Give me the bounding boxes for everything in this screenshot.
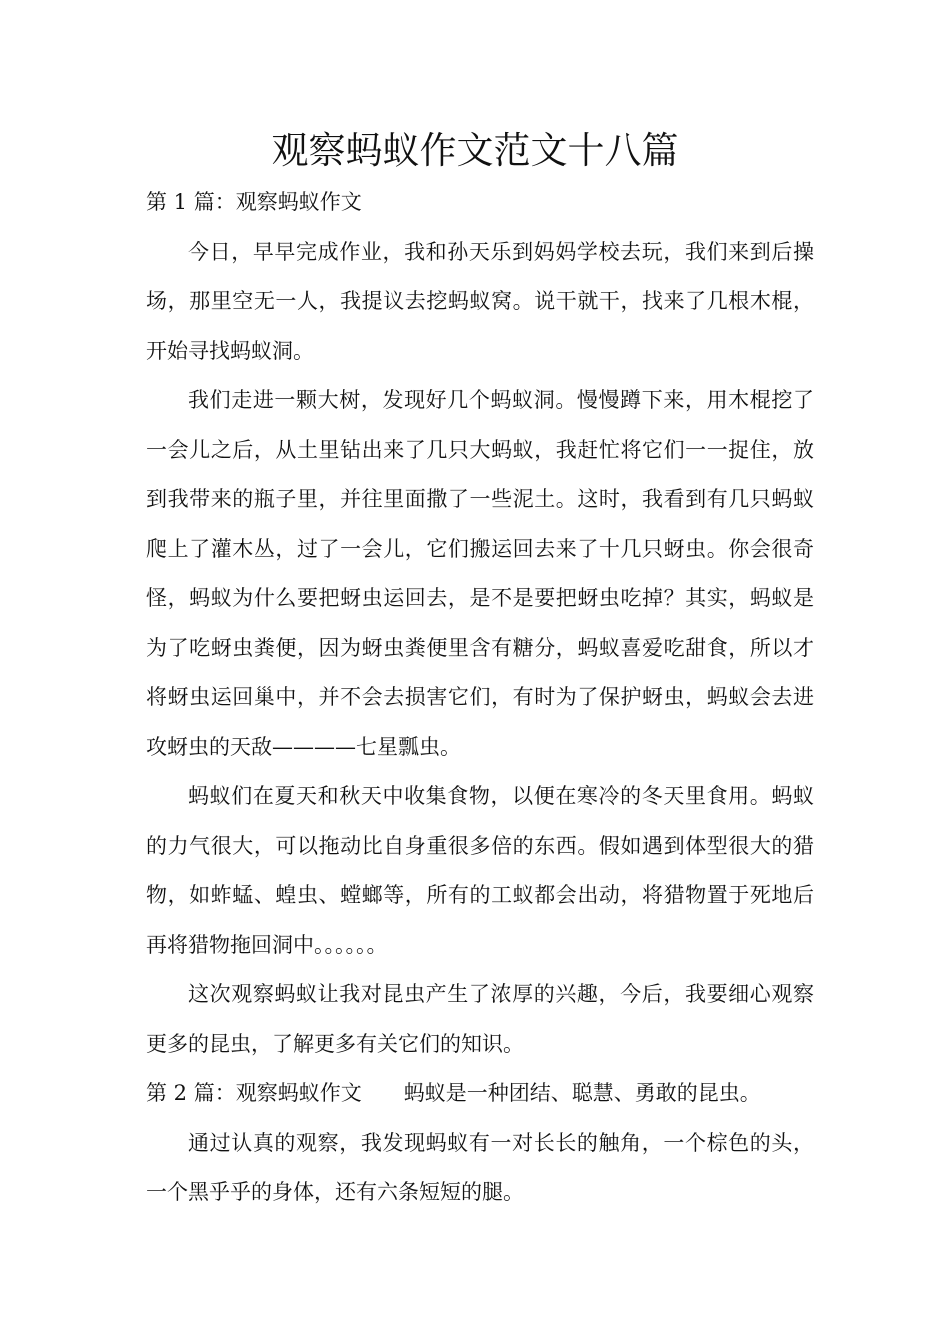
section-2-heading: 第 2 篇：观察蚂蚁作文 xyxy=(146,1081,362,1105)
paragraph: 这次观察蚂蚁让我对昆虫产生了浓厚的兴趣，今后，我要细心观察更多的昆虫，了解更多有关它们的知识。 xyxy=(146,982,814,1056)
paragraph: 通过认真的观察，我发现蚂蚁有一对长长的触角，一个棕色的头，一个黑乎乎的身体，还有六条短短的腿。 xyxy=(146,1130,814,1204)
paragraph: 蚂蚁们在夏天和秋天中收集食物，以便在寒冷的冬天里食用。蚂蚁的力气很大，可以拖动比自身重很多倍的东西。假如遇到体型很大的猎物，如蚱蜢、蝗虫、螳螂等，所有的工蚁都会出动，将猎物置于死地后再将猎物拖回洞中。。。。。。 xyxy=(146,784,814,957)
paragraph: 我们走进一颗大树，发现好几个蚂蚁洞。慢慢蹲下来，用木棍挖了一会儿之后，从土里钻出来了几只大蚂蚁，我赶忙将它们一一捉住，放到我带来的瓶子里，并往里面撒了一些泥土。这时，我看到有几只蚂蚁爬上了灌木丛，过了一会儿，它们搬运回去来了十几只蚜虫。你会很奇怪，蚂蚁为什么要把蚜虫运回去，是不是要把蚜虫吃掉？其实，蚂蚁是为了吃蚜虫粪便，因为蚜虫粪便里含有糖分，蚂蚁喜爱吃甜食，所以才将蚜虫运回巢中，并不会去损害它们，有时为了保护蚜虫，蚂蚁会去进攻蚜虫的天敌————七星瓢虫。 xyxy=(146,388,814,759)
document-title: 观察蚂蚁作文范文十八篇 xyxy=(271,129,679,172)
section-heading xyxy=(146,1069,814,1119)
section-1-heading: 第 1 篇：观察蚂蚁作文 xyxy=(146,190,362,214)
section-2-intro: 蚂蚁是一种团结、聪慧、勇敢的昆虫。 xyxy=(403,1081,761,1105)
paragraph: 今日，早早完成作业，我和孙天乐到妈妈学校去玩，我们来到后操场，那里空无一人，我提议去挖蚂蚁窝。说干就干，找来了几根木棍，开始寻找蚂蚁洞。 xyxy=(146,239,814,363)
section-heading xyxy=(146,178,814,228)
document-body xyxy=(146,178,814,1218)
